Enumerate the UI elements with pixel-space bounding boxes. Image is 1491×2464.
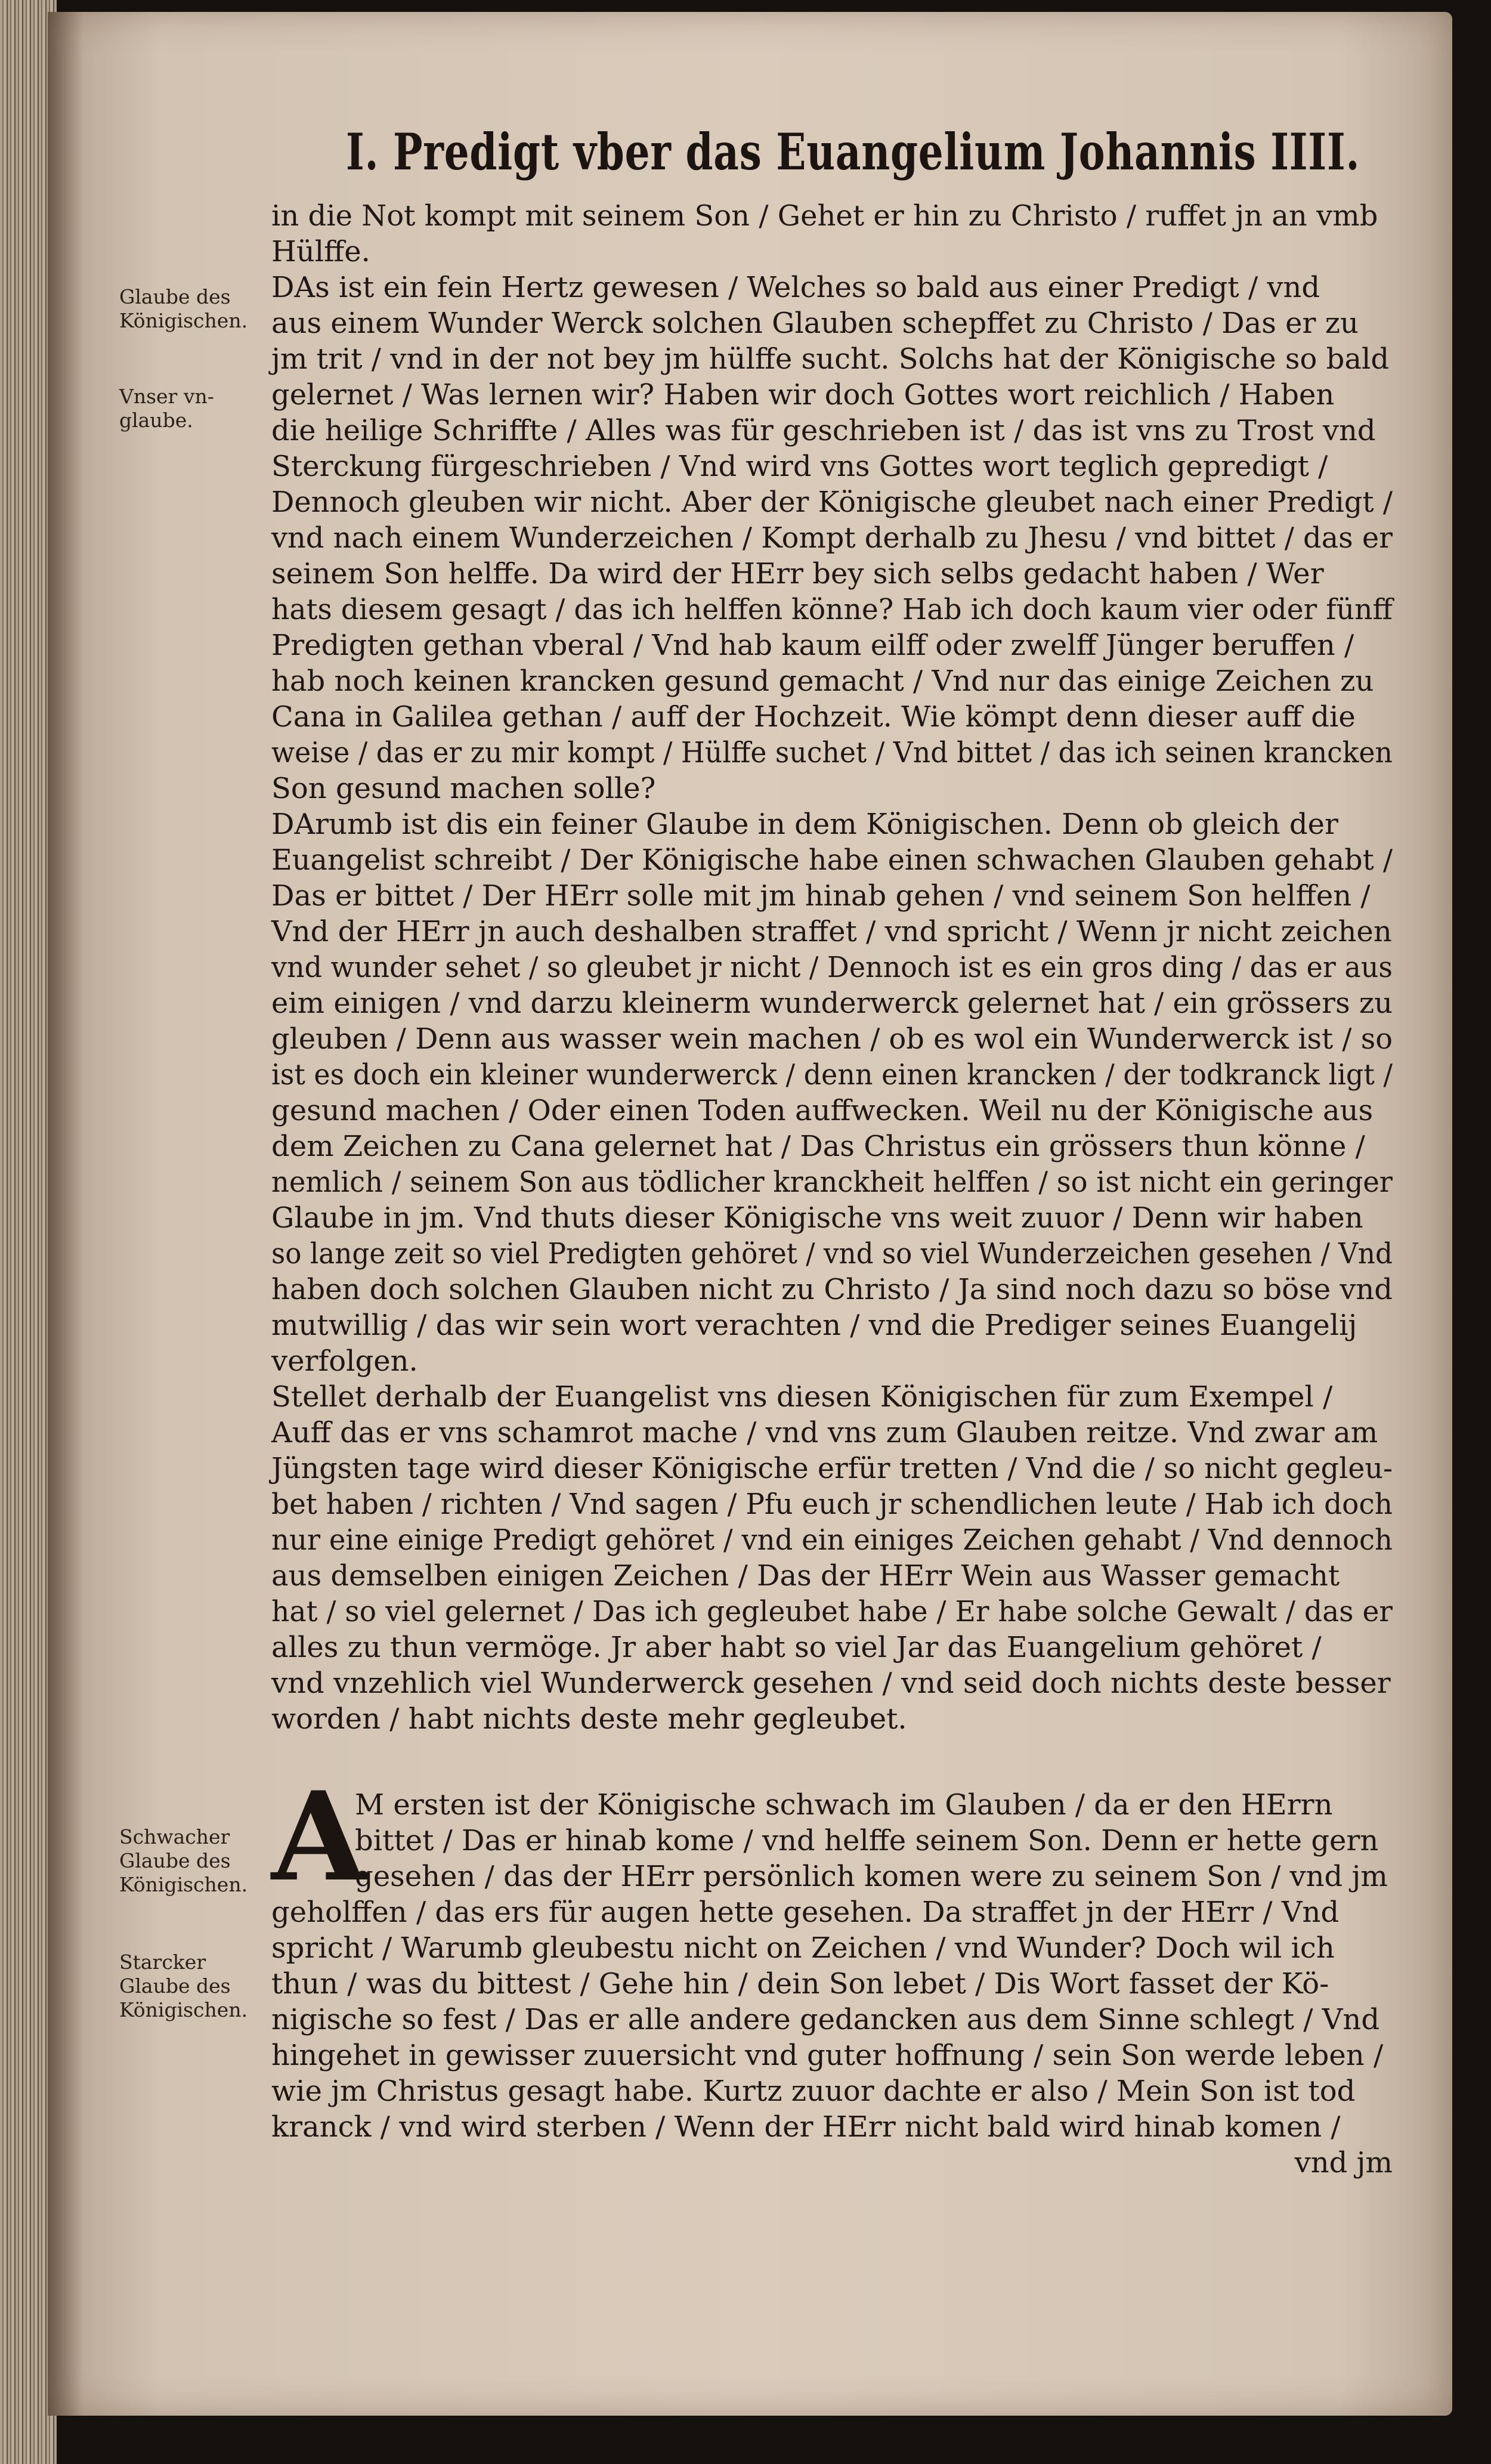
text-line: geholffen / das ers für augen hette gesehen. Da straffet jn der HErr / Vnd [271,1896,1340,1929]
text-line: DArumb ist dis ein feiner Glaube in dem Königischen. Denn ob gleich der [271,808,1338,841]
text-line: Cana in Galilea gethan / auff der Hochzeit. Wie kömpt denn dieser auff die [271,700,1356,734]
text-line: seinem Son helffe. Da wird der HErr bey sich selbs gedacht haben / Wer [271,557,1324,591]
text-line: eim einigen / vnd darzu kleinerm wunderwerck gelernet hat / ein grössers zu [271,987,1393,1020]
text-line: hingehet in gewisser zuuersicht vnd guter hoffnung / sein Son werde leben / [271,2039,1384,2072]
text-line: jm trit / vnd in der not bey jm hülffe sucht. Solchs hat der Königische so bald [271,342,1390,376]
text-line: bittet / Das er hinab kome / vnd helffe seinem Son. Denn er hette gern [355,1824,1379,1857]
text-line: kranck / vnd wird sterben / Wenn der HErr nicht bald wird hinab komen / [271,2110,1341,2144]
margin-note-unglaube: Vnser vn- glaube. [119,385,214,432]
drop-capital: A [271,1766,367,1909]
text-line: hat / so viel gelernet / Das ich gegleubet habe / Er habe solche Gewalt / das er [271,1595,1393,1628]
text-line: vnd vnzehlich viel Wunderwerck gesehen / vnd seid doch nichts deste besser [271,1667,1391,1700]
text-line: ist es doch ein kleiner wunderwerck / denn einen krancken / der todkranck ligt / [271,1058,1393,1092]
text-line: Jüngsten tage wird dieser Königische erfür tretten / Vnd die / so nicht gegleu- [271,1452,1393,1485]
text-line: mutwillig / das wir sein wort verachten / vnd die Prediger seines Euangelij [271,1309,1357,1342]
text-line: gleuben / Denn aus wasser wein machen / ob es wol ein Wunderwerck ist / so [271,1022,1393,1056]
text-line: Auff das er vns schamrot mache / vnd vns zum Glauben reitze. Vnd zwar am [271,1416,1378,1449]
text-line: hats diesem gesagt / das ich helffen könne? Hab ich doch kaum vier oder fünff [271,593,1393,626]
catchword: vnd jm [1294,2146,1393,2179]
running-head: I. Predigt vber das Euangelium Johannis IIII. [346,122,1360,181]
text-line: vnd wunder sehet / so gleubet jr nicht / Dennoch ist es ein gros ding / das er aus [271,951,1393,984]
text-line [271,1737,1393,1773]
text-line: gesund machen / Oder einen Toden auffwecken. Weil nu der Königische aus [271,1094,1374,1127]
text-line: thun / was du bittest / Gehe hin / dein Son lebet / Dis Wort fasset der Kö- [271,1967,1329,2001]
text-line: nur eine einige Predigt gehöret / vnd ein einiges Zeichen gehabt / Vnd dennoch [271,1523,1393,1557]
text-line: Son gesund machen solle? [271,772,656,805]
text-line: dem Zeichen zu Cana gelernet hat / Das Christus ein grössers thun könne / [271,1130,1365,1163]
text-line: Stellet derhalb der Euangelist vns diesen Königischen für zum Exempel / [271,1380,1333,1414]
spine-shadow [48,12,83,2416]
text-line: worden / habt nichts deste mehr gegleubet. [271,1702,907,1736]
text-line: Euangelist schreibt / Der Königische habe einen schwachen Glauben gehabt / [271,843,1393,877]
text-line: aus einem Wunder Werck solchen Glauben schepffet zu Christo / Das er zu [271,307,1359,340]
text-line: Predigten gethan vberal / Vnd hab kaum eilff oder zwelff Jünger beruffen / [271,629,1354,662]
text-line: die heilige Schriffte / Alles was für geschrieben ist / das ist vns zu Trost vnd [271,414,1376,447]
text-line: nemlich / seinem Son aus tödlicher kranckheit helffen / so ist nicht ein geringer [271,1165,1393,1199]
text-line: gelernet / Was lernen wir? Haben wir doch Gottes wort reichlich / Haben [271,378,1335,412]
text-line: Vnd der HErr jn auch deshalben straffet / vnd spricht / Wenn jr nicht zeichen [271,915,1392,948]
text-line: Sterckung fürgeschrieben / Vnd wird vns Gottes wort teglich gepredigt / [271,450,1328,483]
text-line: Hülffe. [271,235,370,268]
text-line: spricht / Warumb gleubestu nicht on Zeichen / vnd Wunder? Doch wil ich [271,1931,1335,1965]
text-line: bet haben / richten / Vnd sagen / Pfu euch jr schendlichen leute / Hab ich doch [271,1488,1393,1521]
text-line: wie jm Christus gesagt habe. Kurtz zuuor dachte er also / Mein Son ist tod [271,2075,1356,2108]
text-line: so lange zeit so viel Predigten gehöret / vnd so viel Wunderzeichen gesehen / Vnd [271,1237,1393,1270]
text-line: nigische so fest / Das er alle andere gedancken aus dem Sinne schlegt / Vnd [271,2003,1380,2036]
text-line: Glaube in jm. Vnd thuts dieser Königische vns weit zuuor / Denn wir haben [271,1201,1363,1235]
paragraph-gap [271,1773,1393,1787]
text-line: gesehen / das der HErr persönlich komen were zu seinem Son / vnd jm [355,1860,1388,1893]
text-line: haben doch solchen Glauben nicht zu Christo / Ja sind noch dazu so böse vnd [271,1273,1393,1306]
margin-note-starcker-glaube: Starcker Glaube des Königischen. [119,1950,248,2021]
text-line: M ersten ist der Königische schwach im Glauben / da er den HErrn [355,1788,1333,1822]
text-line: verfolgen. [271,1344,418,1378]
text-line: DAs ist ein fein Hertz gewesen / Welches so bald aus einer Predigt / vnd [271,271,1320,304]
text-line: in die Not kompt mit seinem Son / Gehet er hin zu Christo / ruffet jn an vmb [271,199,1378,233]
text-line: weise / das er zu mir kompt / Hülffe suchet / Vnd bittet / das ich seinen krancken [271,736,1393,769]
text-line: alles zu thun vermöge. Jr aber habt so viel Jar das Euangelium gehöret / [271,1631,1322,1664]
margin-note-schwacher-glaube: Schwacher Glaube des Königischen. [119,1825,248,1896]
text-line: Das er bittet / Der HErr solle mit jm hinab gehen / vnd seinem Son helffen / [271,879,1371,913]
margin-note-glaube: Glaube des Königischen. [119,285,248,332]
text-line: vnd nach einem Wunderzeichen / Kompt derhalb zu Jhesu / vnd bittet / das er [271,521,1393,555]
text-line: aus demselben einigen Zeichen / Das der HErr Wein aus Wasser gemacht [271,1559,1340,1593]
body-text [271,198,1393,2181]
text-line: hab noch keinen krancken gesund gemacht / Vnd nur das einige Zeichen zu [271,664,1374,698]
text-line: Dennoch gleuben wir nicht. Aber der Königische gleubet nach einer Predigt / [271,486,1393,519]
